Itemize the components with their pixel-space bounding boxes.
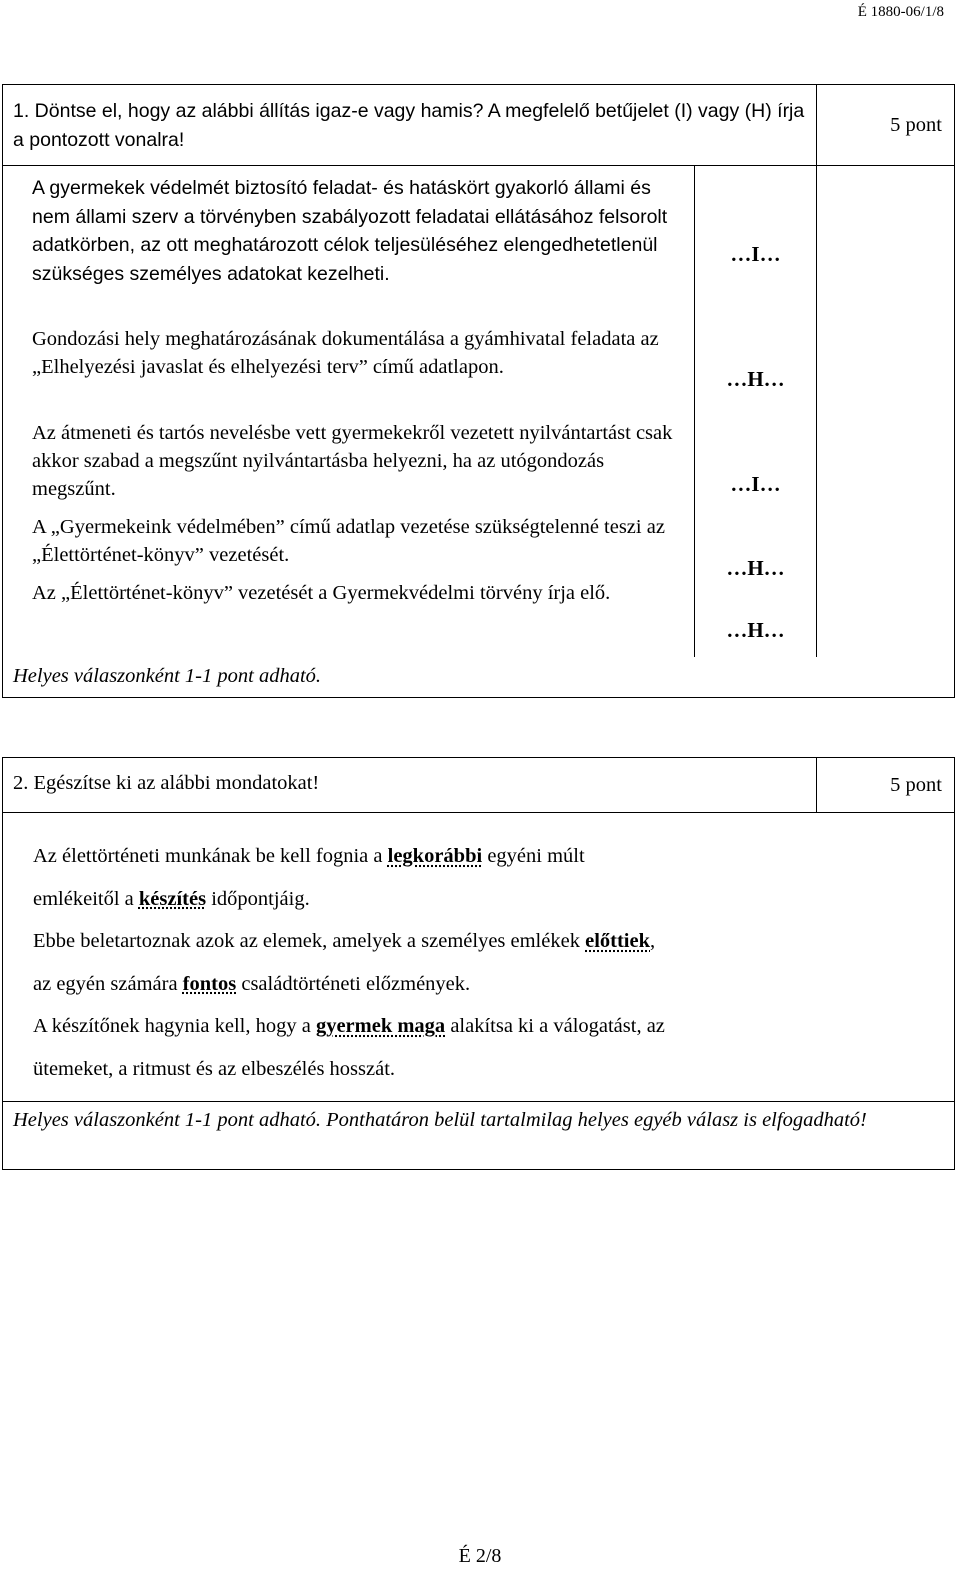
statements-cell [3,166,695,657]
fill-paragraph-1: Az élettörténeti munkának be kell fognia a legkorábbi egyéni múlt [33,845,585,867]
answer-2: …H… [726,367,785,392]
answer-blank: legkorábbi [387,845,483,867]
statement-3: Az átmeneti és tartós nevelésbe vett gyermekekről vezetett nyilvántartást csak akkor szabad a megszűnt nyilvántartásba helyezni, ha az utógondozás megszűnt. [32,422,673,501]
answer-blank: gyermek maga [315,1015,446,1037]
question-2-points: 5 pont [817,758,955,813]
answer-blank: készítés [138,887,207,910]
statement-1: A gyermekek védelmét biztosító feladat- és hatáskört gyakorló állami és nem állami szerv a törvényben szabályozott feladatai ellátásához felsorolt adatkörben, az ott meghatározott célok teljesüléséhez elengedhetetlenül szükséges személyes adatokat kezelheti. [32,177,668,285]
question-1-table [2,84,955,698]
question-1-points: 5 pont [817,85,955,166]
answer-blank: fontos [182,972,237,995]
question-2-text: 2. Egészítse ki az alábbi mondatokat! [3,758,817,813]
question-1-text: 1. Döntse el, hogy az alábbi állítás igaz-e vagy hamis? A megfelelő betűjelet (I) vagy (H) írja a pontozott vonalra! [3,85,817,166]
statement-5: Az „Élettörténet-könyv” vezetését a Gyermekvédelmi törvény írja elő. [32,582,611,605]
fill-paragraph-3-cont: ütemeket, a ritmust és az elbeszélés hosszát. [33,1057,396,1080]
fill-paragraph-2: Ebbe beletartoznak azok az elemek, amelyek a személyes emlékek előttiek, [33,930,656,952]
page-number: É 2/8 [458,1545,502,1567]
question-1-scoring-note: Helyes válaszonként 1-1 pont adható. [3,657,955,698]
question-2-body [3,813,955,1102]
fill-paragraph-2-cont: az egyén számára fontos családtörténeti előzmények. [33,972,471,995]
answers-cell [695,166,817,657]
points-column-blank [817,166,955,657]
statement-2: Gondozási hely meghatározásának dokumentálása a gyámhivatal feladata az „Elhelyezési javaslat és elhelyezési terv” című adatlapon. [32,328,659,379]
fill-paragraph-3: A készítőnek hagynia kell, hogy a gyermek maga alakítsa ki a válogatást, az [33,1015,665,1037]
page-code: É 1880-06/1/8 [857,4,944,20]
fill-paragraph-1-cont: emlékeitől a készítés időpontjáig. [33,887,310,910]
question-2-scoring-note: Helyes válaszonként 1-1 pont adható. Ponthatáron belül tartalmilag helyes egyéb válasz is elfogadható! [3,1102,955,1170]
answer-5: …H… [726,618,785,643]
statement-4: A „Gyermekeink védelmében” című adatlap vezetése szükségtelenné teszi az „Élettörténet-könyv” vezetését. [32,516,665,567]
answer-1: …I… [730,242,781,267]
answer-4: …H… [726,556,785,581]
question-2-table [2,757,955,1170]
answer-3: …I… [730,472,781,497]
answer-blank: előttiek [585,930,650,952]
